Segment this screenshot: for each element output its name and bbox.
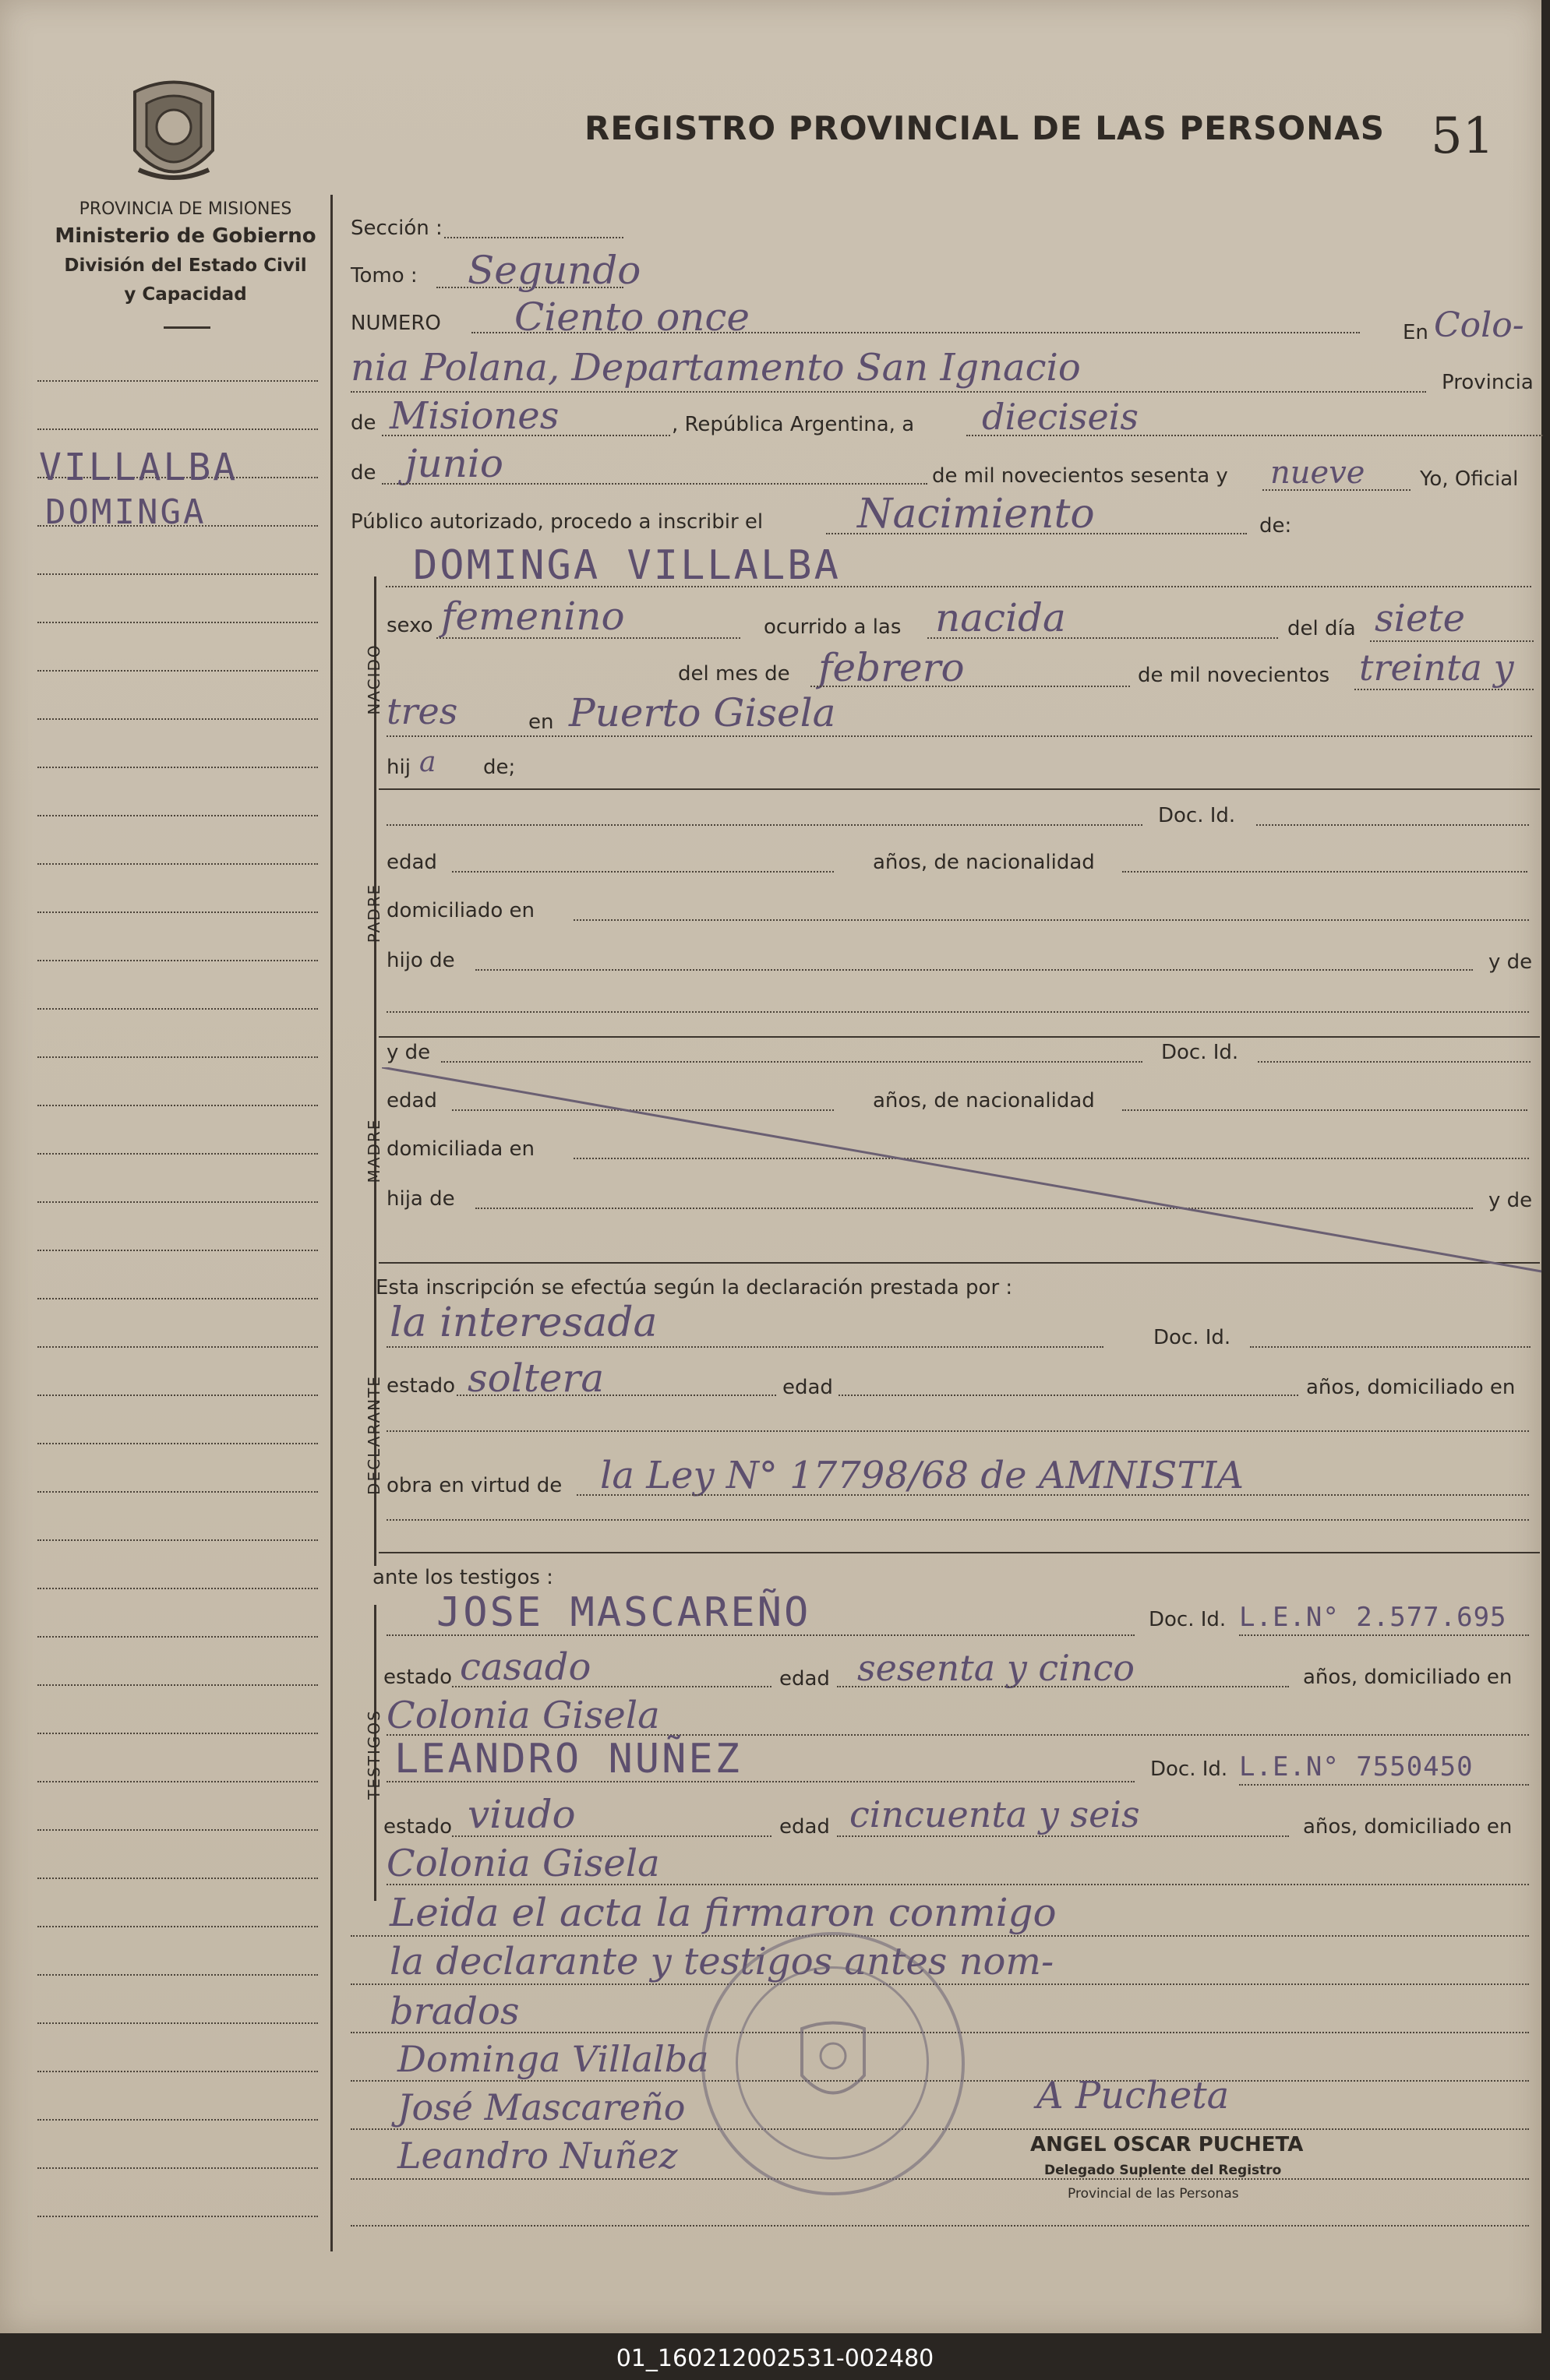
margin-rule bbox=[37, 573, 318, 575]
testigo1-doc-rule bbox=[1239, 1634, 1529, 1636]
margin-rule bbox=[37, 2022, 318, 2024]
dia-value: dieciseis bbox=[982, 396, 1139, 438]
testigo1-domicilio-value: Colonia Gisela bbox=[387, 1694, 660, 1737]
margin-rule bbox=[37, 1201, 318, 1203]
madre-y-de2-label: y de bbox=[1488, 1189, 1533, 1212]
cancel-stroke bbox=[382, 1067, 1543, 1278]
margin-rule bbox=[37, 1588, 318, 1589]
tomo-label: Tomo : bbox=[351, 264, 418, 287]
margin-rule bbox=[37, 1105, 318, 1106]
testigo2-estado-value: viudo bbox=[468, 1792, 576, 1837]
testigo1-anios-label: años, domiciliado en bbox=[1303, 1666, 1513, 1689]
signature-3: Leandro Nuñez bbox=[397, 2135, 678, 2177]
margin-rule bbox=[37, 1539, 318, 1541]
coat-of-arms-icon bbox=[123, 76, 224, 192]
testigo2-domicilio-rule bbox=[387, 1884, 1529, 1885]
declarante-domicilio-rule bbox=[387, 1430, 1529, 1432]
madre-section-label: MADRE bbox=[365, 1118, 383, 1183]
provincia-label: Provincia bbox=[1442, 371, 1534, 394]
issuer-line-3: División del Estado Civil bbox=[64, 256, 307, 276]
declarante-edad-rule bbox=[839, 1395, 1298, 1396]
declarante-estado-value: soltera bbox=[468, 1356, 605, 1401]
declarante-doc-label: Doc. Id. bbox=[1153, 1326, 1231, 1349]
testigo2-edad-label: edad bbox=[779, 1815, 830, 1839]
nacido-anio-rule bbox=[1354, 689, 1534, 690]
margin-rule bbox=[37, 428, 318, 430]
madre-edad-label: edad bbox=[387, 1089, 437, 1112]
provincia-rule bbox=[382, 435, 670, 436]
hora-rule bbox=[927, 637, 1278, 639]
testigo1-estado-label: estado bbox=[383, 1666, 453, 1689]
madre-doc-label: Doc. Id. bbox=[1161, 1041, 1239, 1064]
testigo2-anios-label: años, domiciliado en bbox=[1303, 1815, 1513, 1839]
nacido-anio-label: de mil novecientos bbox=[1138, 664, 1330, 687]
nacido-dia-rule bbox=[1370, 640, 1534, 642]
declarante-anios-label: años, domiciliado en bbox=[1306, 1376, 1516, 1399]
issuer-divider bbox=[164, 326, 210, 329]
padre-domicilio-label: domiciliado en bbox=[387, 899, 535, 922]
madre-domicilio-label: domiciliada en bbox=[387, 1137, 535, 1161]
margin-rule bbox=[37, 1781, 318, 1782]
oficial-label: Yo, Oficial bbox=[1420, 467, 1519, 491]
declarante-divider bbox=[379, 1552, 1540, 1553]
main-vertical-rule bbox=[330, 195, 333, 2251]
nacido-name-rule bbox=[386, 586, 1531, 587]
page-number: 51 bbox=[1431, 108, 1495, 165]
testigo2-edad-value: cincuenta y seis bbox=[849, 1793, 1140, 1835]
testigo2-estado-label: estado bbox=[383, 1815, 453, 1839]
declarante-estado-label: estado bbox=[387, 1374, 456, 1398]
testigo1-edad-label: edad bbox=[779, 1667, 830, 1691]
declarante-intro: Esta inscripción se efectúa según la declaración prestada por : bbox=[376, 1276, 1013, 1299]
padre-domicilio-rule bbox=[574, 919, 1529, 921]
en-nacido-label: en bbox=[528, 710, 554, 734]
testigo2-doc-value: L.E.N° 7550450 bbox=[1239, 1751, 1474, 1782]
testigos-intro: ante los testigos : bbox=[372, 1566, 553, 1589]
testigo1-doc-value: L.E.N° 2.577.695 bbox=[1239, 1602, 1507, 1633]
testigo1-edad-value: sesenta y cinco bbox=[857, 1647, 1135, 1689]
margin-rule bbox=[37, 1974, 318, 1976]
margin-rule bbox=[37, 622, 318, 623]
anio-rule bbox=[1262, 489, 1411, 491]
margin-rule bbox=[37, 2167, 318, 2169]
padre-name-rule bbox=[387, 824, 1142, 826]
place-rule bbox=[351, 391, 1426, 393]
publico-label: Público autorizado, procedo a inscribir el bbox=[351, 510, 764, 534]
nacido-divider bbox=[379, 788, 1540, 790]
lugar-rule bbox=[387, 735, 1532, 737]
padre-doc-label: Doc. Id. bbox=[1158, 804, 1236, 827]
padre-section-label: PADRE bbox=[365, 883, 383, 943]
padre-hijo-label: hijo de bbox=[387, 949, 455, 972]
margin-rule bbox=[37, 1829, 318, 1831]
margin-rule bbox=[37, 815, 318, 816]
padre-edad-label: edad bbox=[387, 851, 437, 874]
hij-value: a bbox=[419, 746, 436, 778]
testigo2-doc-rule bbox=[1239, 1784, 1529, 1786]
republica-label: , República Argentina, a bbox=[672, 413, 915, 436]
madre-anios-label: años, de nacionalidad bbox=[873, 1089, 1095, 1112]
mes-rule bbox=[382, 483, 927, 485]
margin-rule bbox=[37, 380, 318, 382]
provincia-value: Misiones bbox=[390, 394, 560, 438]
margin-rule bbox=[37, 2216, 318, 2217]
acto-rule bbox=[826, 533, 1247, 534]
margin-rule bbox=[37, 1878, 318, 1879]
place-rest: nia Polana, Departamento San Ignacio bbox=[351, 346, 1081, 390]
mes-label: del mes de bbox=[678, 662, 790, 686]
ocurrido-label: ocurrido a las bbox=[764, 615, 902, 639]
margin-rule bbox=[37, 863, 318, 865]
testigo1-estado-rule bbox=[452, 1686, 771, 1687]
nacido-section-label: NACIDO bbox=[365, 643, 383, 715]
margin-rule bbox=[37, 767, 318, 768]
margin-rule bbox=[37, 1926, 318, 1927]
testigo2-estado-rule bbox=[452, 1835, 771, 1837]
nacido-mes-value: febrero bbox=[818, 645, 965, 690]
margin-name-line-1: VILLALBA bbox=[39, 446, 238, 489]
obra-rule-2 bbox=[387, 1519, 1529, 1521]
margin-rule bbox=[37, 911, 318, 913]
nacido-anio-value-1: treinta y bbox=[1359, 647, 1514, 689]
padre-divider bbox=[379, 1036, 1540, 1038]
testigo1-edad-rule bbox=[837, 1686, 1289, 1687]
testigo1-name-rule bbox=[387, 1634, 1135, 1636]
closing-rule-6 bbox=[351, 2178, 1529, 2180]
padre-y-de-label: y de bbox=[1488, 950, 1533, 974]
nacido-mes-rule bbox=[810, 686, 1130, 687]
official-stamp bbox=[701, 1932, 965, 2195]
signature-1: Dominga Villalba bbox=[397, 2038, 709, 2080]
closing-rule-1 bbox=[351, 1935, 1529, 1937]
margin-rule bbox=[37, 1153, 318, 1155]
signature-2: José Mascareño bbox=[397, 2086, 686, 2128]
acto-value: Nacimiento bbox=[857, 491, 1095, 538]
declarante-section-label: DECLARANTE bbox=[365, 1375, 383, 1495]
numero-label: NUMERO bbox=[351, 312, 441, 335]
issuer-line-4: y Capacidad bbox=[124, 284, 247, 305]
margin-rule bbox=[37, 1250, 318, 1251]
padre-edad-rule bbox=[452, 871, 834, 873]
numero-value: Ciento once bbox=[514, 294, 750, 340]
closing-line-1: Leida el acta la firmaron conmigo bbox=[390, 1890, 1057, 1935]
closing-line-3: brados bbox=[390, 1990, 520, 2033]
de2-label: de bbox=[351, 461, 376, 485]
sexo-label: sexo bbox=[387, 614, 433, 637]
padre-doc-rule bbox=[1256, 824, 1529, 826]
madre-hija-label: hija de bbox=[387, 1187, 455, 1211]
officer-title-2: Provincial de las Personas bbox=[1068, 2186, 1239, 2202]
obra-label: obra en virtud de bbox=[387, 1474, 563, 1497]
declarante-estado-rule bbox=[457, 1395, 776, 1396]
anio-value: nueve bbox=[1270, 455, 1365, 491]
nacido-dia-value: siete bbox=[1375, 597, 1466, 640]
closing-line-2: la declarante y testigos antes nom- bbox=[390, 1940, 1054, 1983]
issuer-line-2: Ministerio de Gobierno bbox=[55, 224, 316, 248]
nacido-anio-value-2: tres bbox=[387, 690, 458, 732]
testigo1-doc-label: Doc. Id. bbox=[1149, 1608, 1227, 1631]
margin-rule bbox=[37, 2071, 318, 2072]
mes-value: junio bbox=[405, 441, 504, 486]
testigo2-domicilio-value: Colonia Gisela bbox=[387, 1842, 660, 1885]
margin-rule bbox=[37, 1298, 318, 1299]
file-id: 01_160212002531-002480 bbox=[616, 2345, 934, 2372]
testigo1-name: JOSE MASCAREÑO bbox=[436, 1589, 811, 1636]
testigo2-name-rule bbox=[387, 1781, 1135, 1782]
sexo-rule bbox=[436, 637, 740, 639]
document-title: REGISTRO PROVINCIAL DE LAS PERSONAS bbox=[584, 109, 1386, 147]
margin-rule bbox=[37, 670, 318, 672]
padre-hijo-rule-2 bbox=[387, 1011, 1529, 1013]
declarante-edad-label: edad bbox=[782, 1376, 833, 1399]
obra-value: la Ley N° 17798/68 de AMNISTIA bbox=[600, 1454, 1245, 1497]
testigos-section-label: TESTIGOS bbox=[365, 1709, 383, 1800]
nacido-name: DOMINGA VILLALBA bbox=[413, 542, 841, 589]
officer-title-1: Delegado Suplente del Registro bbox=[1044, 2163, 1282, 2178]
padre-hijo-rule bbox=[475, 969, 1473, 971]
margin-rule bbox=[37, 2119, 318, 2121]
margin-rule bbox=[37, 1346, 318, 1348]
anio-label: de mil novecientos sesenta y bbox=[932, 464, 1228, 488]
padre-nac-rule bbox=[1122, 871, 1527, 873]
tomo-value: Segundo bbox=[468, 248, 641, 293]
en-label: En bbox=[1403, 321, 1428, 344]
padre-anios-label: años, de nacionalidad bbox=[873, 851, 1095, 874]
margin-rule bbox=[37, 1636, 318, 1638]
testigo2-edad-rule bbox=[837, 1835, 1289, 1837]
de3-label: de: bbox=[1259, 514, 1292, 538]
seccion-rule bbox=[444, 237, 623, 238]
testigo2-name: LEANDRO NUÑEZ bbox=[394, 1736, 742, 1782]
margin-rule bbox=[37, 1443, 318, 1444]
testigo2-doc-label: Doc. Id. bbox=[1150, 1758, 1228, 1781]
sexo-value: femenino bbox=[441, 594, 625, 639]
margin-rule bbox=[37, 1056, 318, 1058]
obra-rule bbox=[577, 1494, 1529, 1496]
margin-rule bbox=[37, 1684, 318, 1686]
madre-name-rule bbox=[441, 1061, 1142, 1063]
margin-rule bbox=[37, 1733, 318, 1734]
declarante-name-rule bbox=[387, 1346, 1103, 1348]
margin-rule bbox=[37, 1395, 318, 1396]
seccion-label: Sección : bbox=[351, 217, 443, 240]
officer-signature: A Pucheta bbox=[1036, 2074, 1230, 2117]
margin-rule bbox=[37, 960, 318, 961]
issuer-line-1: PROVINCIA DE MISIONES bbox=[79, 199, 292, 219]
closing-rule-2 bbox=[351, 1983, 1529, 1985]
lugar-value: Puerto Gisela bbox=[569, 690, 836, 735]
hij-de-label: de; bbox=[483, 756, 516, 779]
dia-label: del día bbox=[1287, 617, 1356, 640]
closing-rule-7 bbox=[351, 2225, 1529, 2227]
stamp-emblem-icon bbox=[794, 2021, 872, 2107]
declarante-doc-rule bbox=[1250, 1346, 1531, 1348]
de-label: de bbox=[351, 411, 376, 435]
madre-doc-rule bbox=[1258, 1061, 1531, 1063]
declarante-name: la interesada bbox=[390, 1299, 658, 1346]
hora-value: nacida bbox=[935, 595, 1066, 640]
officer-name: ANGEL OSCAR PUCHETA bbox=[1030, 2133, 1304, 2156]
testigo1-estado-value: casado bbox=[460, 1645, 591, 1689]
place-start: Colo- bbox=[1434, 305, 1524, 345]
margin-rule bbox=[37, 718, 318, 720]
dia-rule bbox=[966, 435, 1543, 436]
margin-name-line-2: DOMINGA bbox=[45, 492, 207, 532]
margin-rule bbox=[37, 1491, 318, 1493]
margin-rule bbox=[37, 1008, 318, 1010]
hij-label: hij bbox=[387, 756, 411, 779]
madre-y-de-label: y de bbox=[387, 1041, 431, 1064]
